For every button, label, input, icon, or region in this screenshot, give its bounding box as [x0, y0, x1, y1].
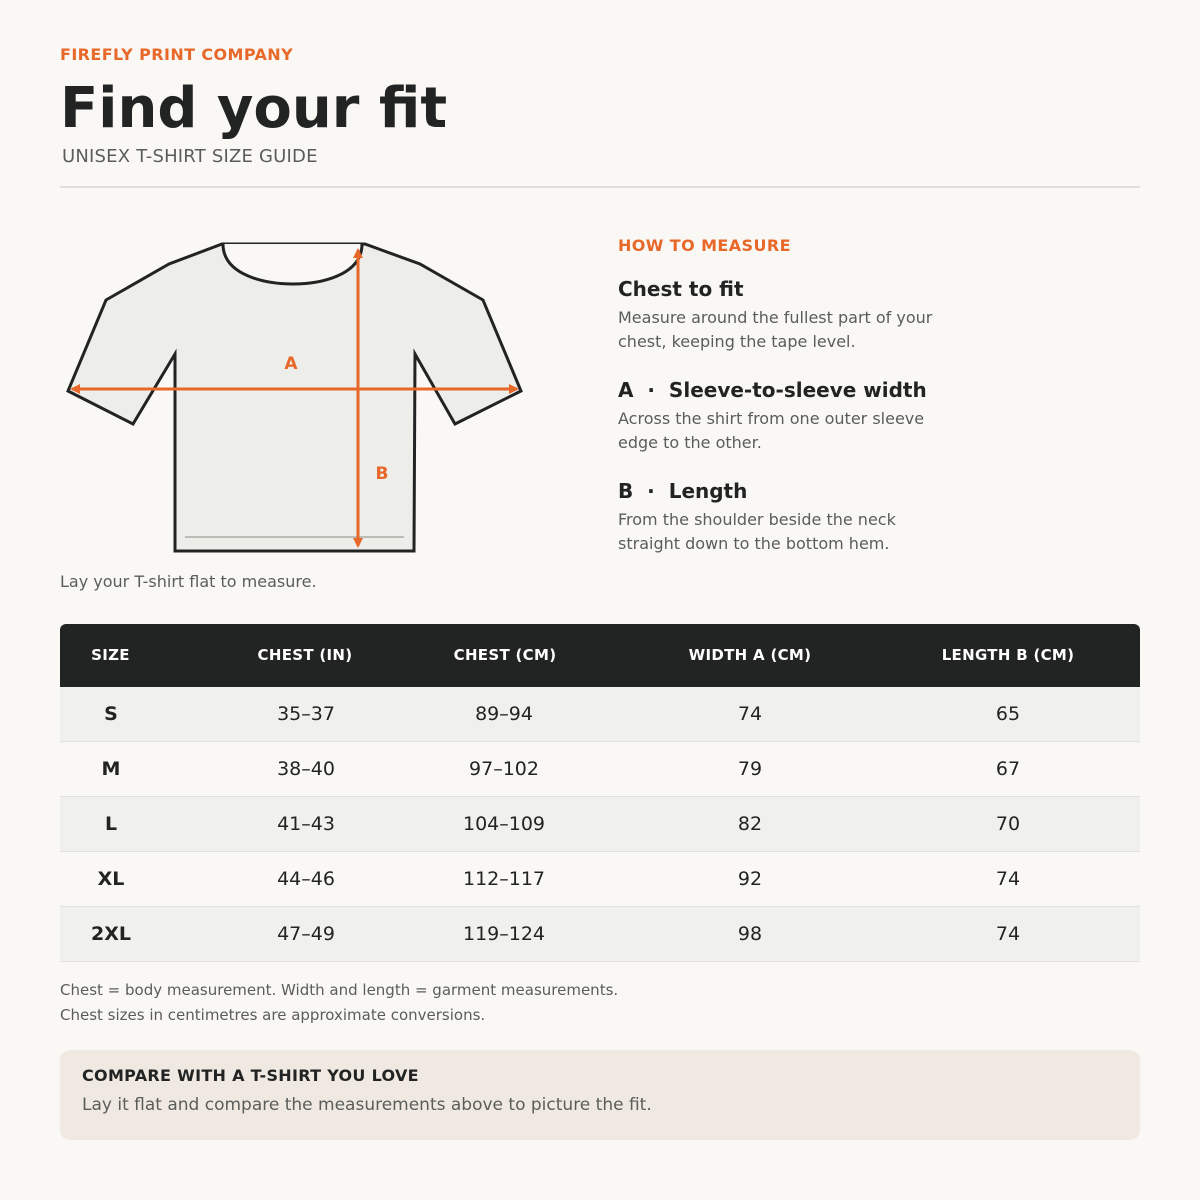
table-cell-size: L	[104, 813, 118, 835]
table-cell: 98	[737, 923, 763, 945]
label-b: B	[375, 464, 389, 484]
diagram-caption: Lay your T-shirt flat to measure.	[60, 572, 317, 591]
how-to-measure-heading: HOW TO MEASURE	[618, 236, 791, 255]
measure-item-title: B · Length	[618, 479, 748, 503]
table-cell: 67	[995, 758, 1021, 780]
page-title: Find your fit	[60, 76, 448, 141]
table-body	[60, 687, 1140, 962]
table-cell: 79	[737, 758, 763, 780]
measure-item-desc: Measure around the fullest part of your chest, keeping the tape level.	[618, 308, 933, 351]
table-cell: 70	[995, 813, 1021, 835]
table-cell: 82	[737, 813, 763, 835]
table-cell: 92	[737, 868, 763, 890]
compare-callout	[60, 1050, 1140, 1140]
table-cell: 38–40	[277, 758, 335, 780]
measure-item-length	[618, 478, 1138, 556]
measure-item-desc: From the shoulder beside the neck straight down to the bottom hem.	[618, 510, 896, 553]
table-header	[60, 624, 1140, 687]
measure-item-chest	[618, 276, 1138, 354]
tshirt-outline	[68, 244, 521, 551]
note-line: Chest = body measurement. Width and length = garment measurements.	[60, 981, 619, 999]
header-length-b: LENGTH B (CM)	[941, 646, 1075, 664]
table-row	[60, 852, 1140, 907]
table-cell: 41–43	[277, 813, 335, 835]
measure-item-title: Chest to fit	[618, 277, 744, 301]
table-cell: 119–124	[462, 923, 546, 945]
table-cell: 65	[995, 703, 1021, 725]
callout-title: COMPARE WITH A T-SHIRT YOU LOVE	[82, 1066, 419, 1085]
table-cell: 74	[737, 703, 763, 725]
callout-text: Lay it flat and compare the measurements above to picture the fit.	[82, 1095, 652, 1115]
table-cell-size: 2XL	[91, 923, 131, 945]
table-cell: 97–102	[469, 758, 539, 780]
header-divider	[60, 186, 1140, 188]
table-cell: 47–49	[277, 923, 335, 945]
table-cell: 35–37	[277, 703, 335, 725]
table-cell-size: XL	[97, 868, 125, 890]
size-table	[60, 624, 1140, 962]
how-to-measure	[618, 236, 1138, 553]
measure-item-width	[618, 377, 1138, 455]
table-cell: 74	[995, 923, 1021, 945]
table-notes	[60, 978, 618, 1028]
header-chest-cm: CHEST (CM)	[453, 646, 557, 664]
table-cell: 89–94	[475, 703, 533, 725]
table-row	[60, 797, 1140, 852]
measure-item-title: A · Sleeve-to-sleeve width	[618, 378, 927, 402]
brand-name: FIREFLY PRINT COMPANY	[60, 45, 294, 64]
table-row	[60, 742, 1140, 797]
header-width-a: WIDTH A (CM)	[688, 646, 812, 664]
table-cell: 44–46	[277, 868, 335, 890]
measure-item-desc: Across the shirt from one outer sleeve edge to the other.	[618, 409, 925, 452]
header-chest-in: CHEST (IN)	[257, 646, 353, 664]
table-cell-size: M	[101, 758, 121, 780]
page-subtitle: UNISEX T-SHIRT SIZE GUIDE	[62, 146, 318, 167]
note-line: Chest sizes in centimetres are approximate conversions.	[60, 1006, 486, 1024]
tshirt-diagram-svg	[60, 230, 540, 560]
table-cell: 112–117	[462, 868, 546, 890]
table-row	[60, 907, 1140, 962]
table-cell-size: S	[104, 703, 118, 725]
table-row	[60, 687, 1140, 742]
table-cell: 104–109	[462, 813, 546, 835]
table-cell: 74	[995, 868, 1021, 890]
tshirt-diagram	[60, 230, 540, 560]
header-size: SIZE	[91, 646, 130, 664]
label-a: A	[284, 354, 298, 374]
